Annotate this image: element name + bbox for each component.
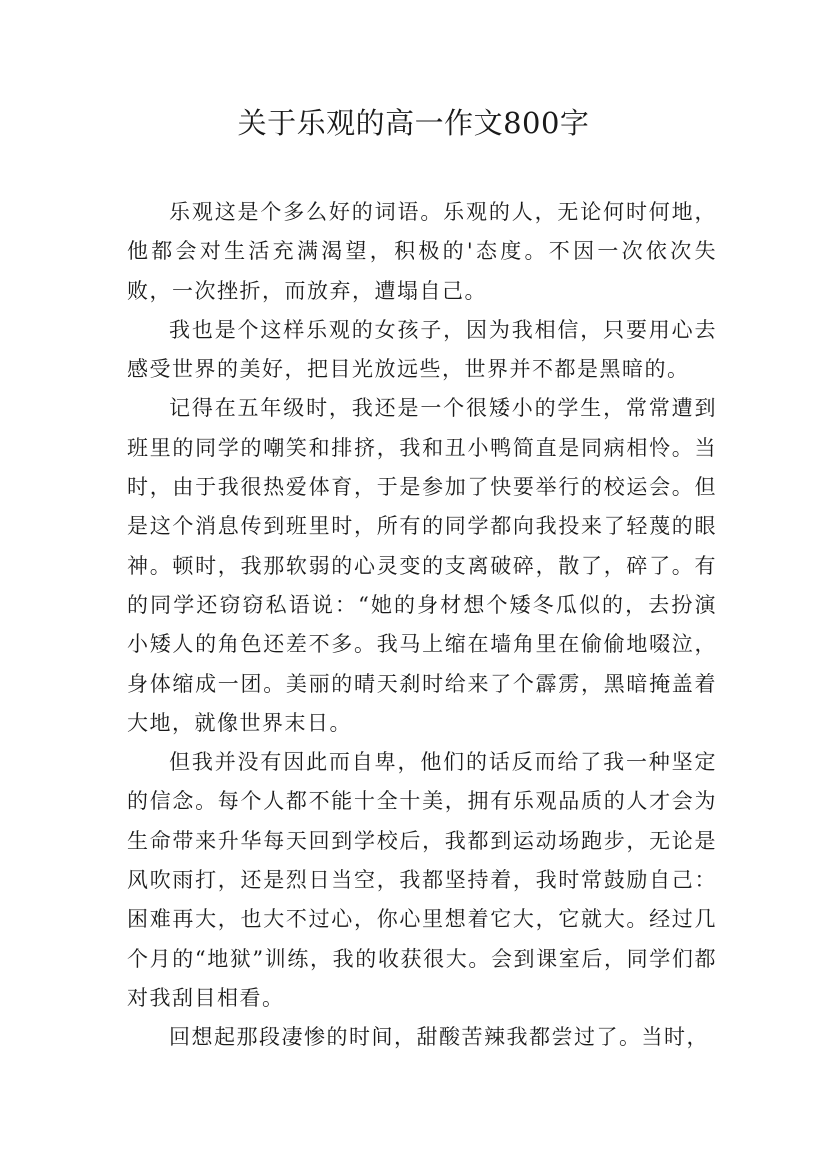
- paragraph-5: 回想起那段凄惨的时间，甜酸苦辣我都尝过了。当时，: [169, 1025, 709, 1050]
- paragraph-4: 但我并没有因此而自卑，他们的话反而给了我一种坚定的信念。每个人都不能十全十美，拥有乐观品质的人才会为生命带来升华每天回到学校后，我都到运动场跑步，无论是风吹雨打，还是烈日当空，我都坚持着，我时常鼓励自己：困难再大，也大不过心，你心里想着它大，它就大。经过几个月的“地狱”训练，我的收获很大。会到课室后，同学们都对我刮目相看。: [127, 750, 717, 1010]
- paragraph-1: 乐观这是个多么好的词语。乐观的人，无论何时何地，他都会对生活充满渴望，积极的'态度。不因一次依次失败，一次挫折，而放弃，遭塌自己。: [127, 200, 717, 303]
- document-title: 关于乐观的高一作文800字: [237, 106, 590, 140]
- paragraph-3: 记得在五年级时，我还是一个很矮小的学生，常常遭到班里的同学的嘲笑和排挤，我和丑小鸭简直是同病相怜。当时，由于我很热爱体育，于是参加了快要举行的校运会。但是这个消息传到班里时，所有的同学都向我投来了轻蔑的眼神。顿时，我那软弱的心灵变的支离破碎，散了，碎了。有的同学还窃窃私语说：“她的身材想个矮冬瓜似的，去扮演小矮人的角色还差不多。我马上缩在墙角里在偷偷地啜泣，身体缩成一团。美丽的晴天刹时给来了个霹雳，黑暗掩盖着大地，就像世界末日。: [127, 396, 717, 735]
- paragraph-2: 我也是个这样乐观的女孩子，因为我相信，只要用心去感受世界的美好，把目光放远些，世界并不都是黑暗的。: [127, 317, 717, 382]
- essay-body: [127, 193, 717, 1058]
